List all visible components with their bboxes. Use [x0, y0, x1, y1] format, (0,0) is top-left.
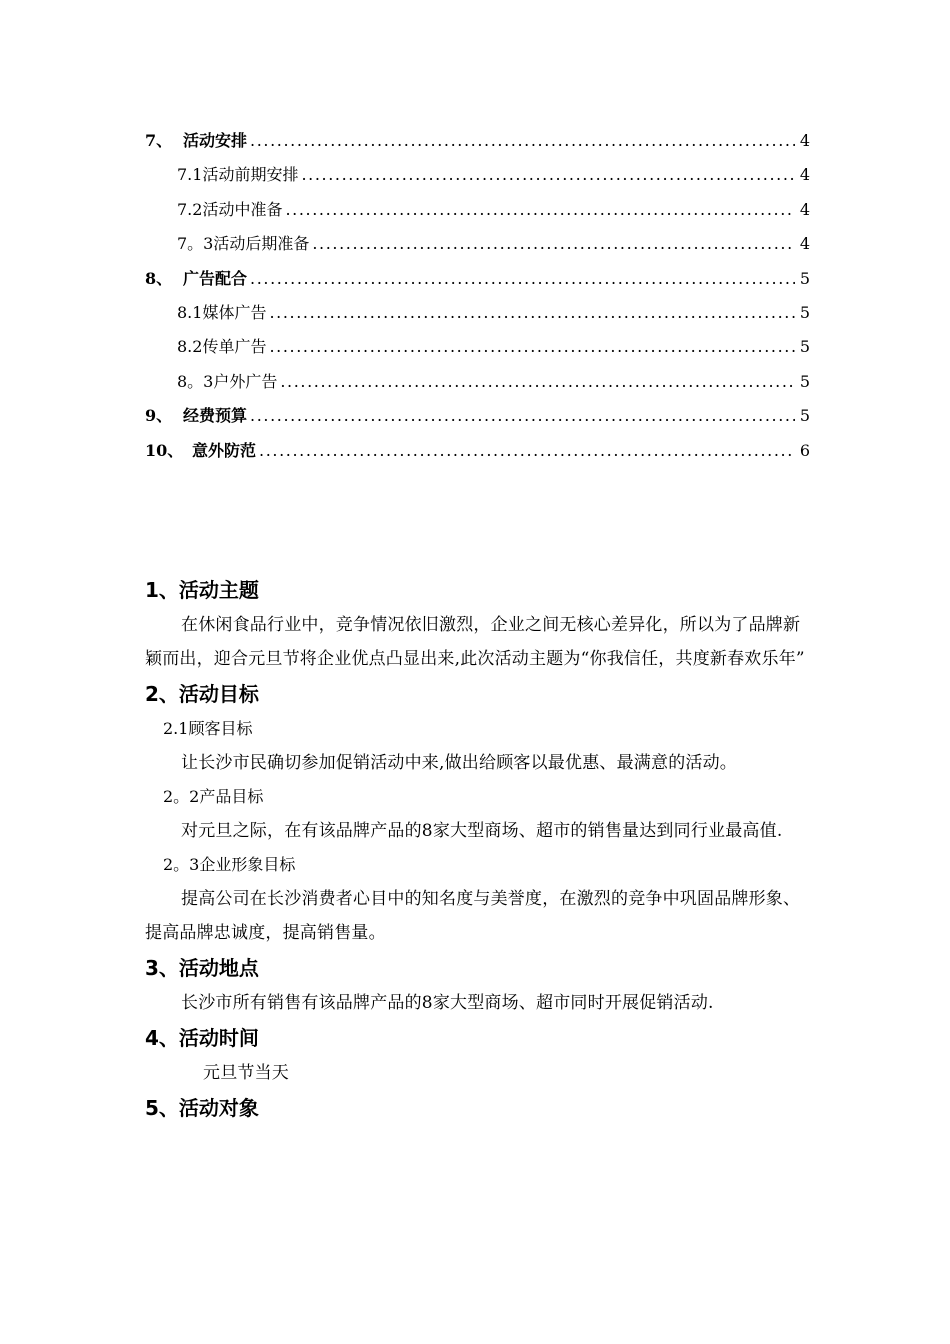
document-body — [145, 572, 810, 1126]
toc-number: 7、 — [145, 131, 173, 150]
section-heading: 5、活动对象 — [145, 1096, 259, 1120]
toc-title: 活动安排 — [183, 131, 248, 150]
toc-number: 9、 — [145, 406, 173, 426]
toc-page-number: 4 — [799, 234, 810, 254]
toc-page-number: 5 — [799, 268, 810, 288]
toc-title: 7.2活动中准备 — [177, 199, 283, 219]
toc-title: 8。3户外广告 — [177, 371, 278, 391]
toc-page-number: 5 — [799, 371, 810, 391]
toc-entry[interactable] — [145, 193, 810, 227]
toc-title: 8.1媒体广告 — [177, 302, 267, 322]
toc-entry[interactable] — [145, 434, 810, 468]
section-paragraph: 让长沙市民确切参加促销活动中来,做出给顾客以最优惠、最满意的活动。 — [181, 753, 738, 773]
toc-page-number: 6 — [799, 440, 810, 460]
section-paragraph: 提高公司在长沙消费者心目中的知名度与美誉度，在激烈的竞争中巩固品牌形象、提高品牌忠诚度，提高销售量。 — [145, 889, 801, 943]
toc-title: 意外防范 — [192, 440, 257, 460]
subsection-heading: 2。2产品目标 — [163, 787, 264, 806]
toc-title: 经费预算 — [183, 406, 248, 426]
toc-entry[interactable] — [145, 365, 810, 399]
subsection-heading: 2.1顾客目标 — [163, 719, 253, 738]
toc-page-number: 4 — [799, 165, 810, 185]
toc-entry[interactable] — [145, 262, 810, 296]
toc-entry[interactable] — [145, 227, 810, 261]
toc-leader — [285, 193, 795, 227]
section-heading: 1、活动主题 — [145, 578, 259, 602]
toc-leader — [250, 262, 795, 296]
section-paragraph: 对元旦之际，在有该品牌产品的8家大型商场、超市的销售量达到同行业最高值. — [181, 821, 783, 841]
section-heading: 2、活动目标 — [145, 682, 259, 706]
toc-leader — [312, 227, 795, 261]
toc-page-number: 5 — [799, 406, 810, 426]
toc-leader — [250, 124, 795, 158]
toc-title: 8.2传单广告 — [177, 337, 267, 357]
section-heading: 4、活动时间 — [145, 1026, 259, 1050]
section-paragraph: 长沙市所有销售有该品牌产品的8家大型商场、超市同时开展促销活动. — [181, 993, 714, 1013]
toc-page-number: 5 — [799, 302, 810, 322]
toc-title: 7.1活动前期安排 — [177, 165, 299, 185]
section-paragraph: 元旦节当天 — [203, 1063, 289, 1083]
toc-page-number: 4 — [799, 199, 810, 219]
toc-leader — [250, 399, 795, 433]
toc-entry[interactable] — [145, 399, 810, 433]
toc-leader — [280, 365, 795, 399]
toc-title: 广告配合 — [183, 268, 248, 288]
toc-leader — [269, 330, 795, 364]
toc-leader — [259, 434, 795, 468]
toc-number: 10、 — [145, 440, 184, 460]
toc-leader — [269, 296, 795, 330]
table-of-contents — [145, 124, 810, 468]
toc-entry[interactable] — [145, 296, 810, 330]
section-paragraph: 在休闲食品行业中，竞争情况依旧激烈，企业之间无核心差异化，所以为了品牌新颖而出，迎合元旦节将企业优点凸显出来,此次活动主题为“你我信任，共度新春欢乐年” — [145, 615, 805, 669]
toc-number: 8、 — [145, 268, 173, 288]
section-heading: 3、活动地点 — [145, 956, 259, 980]
toc-entry[interactable] — [145, 330, 810, 364]
toc-page-number: 4 — [799, 131, 810, 150]
toc-title: 7。3活动后期准备 — [177, 234, 310, 254]
toc-leader — [301, 158, 795, 192]
subsection-heading: 2。3企业形象目标 — [163, 855, 296, 874]
toc-entry[interactable] — [145, 124, 810, 158]
toc-entry[interactable] — [145, 158, 810, 192]
toc-page-number: 5 — [799, 337, 810, 357]
